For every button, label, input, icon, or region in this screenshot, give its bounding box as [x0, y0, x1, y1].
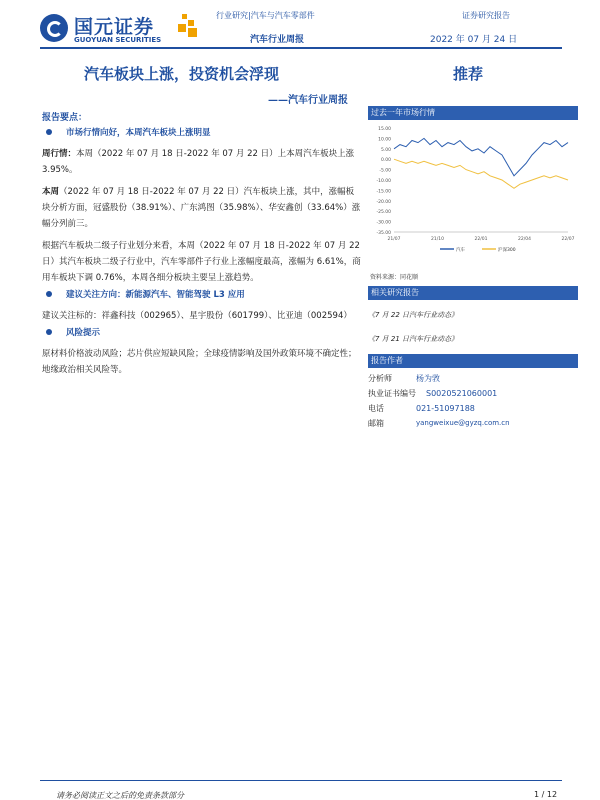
header-divider	[40, 47, 562, 49]
phone-row	[368, 401, 578, 416]
author-key: 分析师	[368, 374, 392, 383]
y-tick-label: 15.00	[378, 127, 391, 132]
y-tick-label: 5.00	[380, 147, 391, 153]
series-line-2	[394, 159, 568, 188]
y-tick-label: -10.00	[376, 179, 391, 184]
y-tick-label: -25.00	[376, 210, 391, 216]
page-number: 1 / 12	[534, 790, 558, 799]
report-title: 汽车板块上涨，投资机会浮现	[84, 65, 280, 83]
bullet-icon	[46, 329, 52, 335]
header-report-type: 证券研究报告	[462, 11, 510, 20]
x-tick-label: 22/07	[561, 237, 575, 242]
author-row	[368, 371, 578, 386]
header-date: 2022 年 07 月 24 日	[430, 35, 518, 45]
paragraph-risks: 原材料价格波动风险；芯片供应短缺风险；全球疫情影响及国外政策环境不确定性；地缘政治相关风险等。	[42, 349, 357, 375]
y-tick-label: -20.00	[376, 199, 391, 205]
footer-divider	[40, 780, 562, 781]
bullet-icon	[46, 129, 52, 135]
x-tick-label: 21/10	[431, 237, 444, 242]
x-tick-label: 22/04	[518, 237, 531, 242]
y-tick-label: -15.00	[376, 189, 391, 195]
y-tick-label: -5.00	[379, 168, 391, 174]
paragraph-subsectors: 根据汽车板块二级子行业划分来看，本周（2022 年 07 月 18 日-2022 年 07 月 22 日）其汽车板块二级子行业中，汽车零部件子行业上涨幅度最高，涨幅为 6.61%，商用车板块下调 0.76%，本周各细分板块主要呈上涨趋势。	[42, 241, 361, 283]
rating: 推荐	[453, 65, 484, 83]
header-category: 行业研究|汽车与汽车零部件	[216, 11, 315, 20]
x-tick-label: 21/07	[387, 237, 401, 242]
footer-disclaimer: 请务必阅读正文之后的免责条款部分	[56, 791, 184, 800]
y-tick-label: -30.00	[376, 220, 391, 226]
logo-squares-icon	[174, 14, 200, 40]
paragraph-gainers	[42, 184, 362, 232]
bullet-market	[42, 124, 362, 140]
chart-heading: 过去一年市场行情	[368, 106, 578, 120]
summary-column	[42, 110, 362, 378]
paragraph-weekly	[42, 146, 362, 178]
cert-key: 执业证书编号	[368, 389, 416, 398]
phone-key: 电话	[368, 404, 384, 413]
market-chart	[368, 120, 578, 270]
related-report-1[interactable]: 《7 月 22 日汽车行业动态》	[368, 311, 459, 319]
logo-text-en: GUOYUAN SECURITIES	[74, 36, 162, 44]
y-tick-label: 10.00	[378, 137, 391, 143]
bullet-focus	[42, 286, 362, 302]
paragraph-weekly-label: 周行情：	[42, 149, 77, 159]
paragraph-weekly-text: 本周（2022 年 07 月 18 日-2022 年 07 月 22 日）上本周汽车板块上涨 3.95%。	[42, 149, 355, 175]
legend-label: 汽车	[456, 248, 465, 253]
author-value: 杨为敩	[416, 374, 440, 383]
email-value[interactable]: yangweixue@gyzq.com.cn	[416, 419, 510, 427]
paragraph-gainers-text: （2022 年 07 月 18 日-2022 年 07 月 22 日）汽车板块上涨，其中，涨幅板块分析方面，冠盛股份（38.91%）、广东鸿图（35.98%）、华安鑫创（33.64%）涨幅分列前三。	[42, 187, 361, 229]
related-report-2[interactable]: 《7 月 21 日汽车行业动态》	[368, 335, 459, 343]
logo-mark-icon	[40, 14, 68, 42]
market-chart-svg	[368, 120, 578, 270]
bullet-focus-text: 建议关注方向：新能源汽车、智能驾驶 L3 应用	[66, 290, 245, 300]
header-weekly: 汽车行业周报	[250, 35, 305, 45]
bullet-icon	[46, 291, 52, 297]
related-heading: 相关研究报告	[368, 286, 578, 300]
logo-text-cn: 国元证券	[74, 16, 155, 38]
cert-value: S0020521060001	[426, 389, 498, 398]
chart-source: 资料来源：同花顺	[370, 274, 419, 281]
author-heading: 报告作者	[368, 354, 578, 368]
summary-heading: 报告要点：	[42, 113, 88, 123]
email-row	[368, 416, 578, 431]
legend-label: 沪深300	[498, 248, 516, 253]
x-tick-label: 22/01	[474, 237, 488, 242]
email-key: 邮箱	[368, 419, 384, 428]
series-line-1	[394, 138, 568, 175]
bullet-risk-text: 风险提示	[66, 328, 101, 338]
report-subtitle: ——汽车行业周报	[268, 95, 348, 106]
company-logo	[40, 12, 200, 48]
paragraph-gainers-label: 本周	[42, 187, 60, 197]
y-tick-label: -35.00	[376, 231, 391, 236]
y-tick-label: 0.00	[380, 158, 391, 164]
sidebar	[368, 106, 578, 431]
phone-value: 021-51097188	[416, 404, 475, 413]
bullet-risk	[42, 324, 362, 340]
cert-row	[368, 386, 578, 401]
paragraph-targets: 建议关注标的：祥鑫科技（002965）、星宇股份（601799）、比亚迪（002594）	[42, 311, 352, 321]
bullet-market-text: 市场行情向好，本周汽车板块上涨明显	[66, 128, 211, 138]
